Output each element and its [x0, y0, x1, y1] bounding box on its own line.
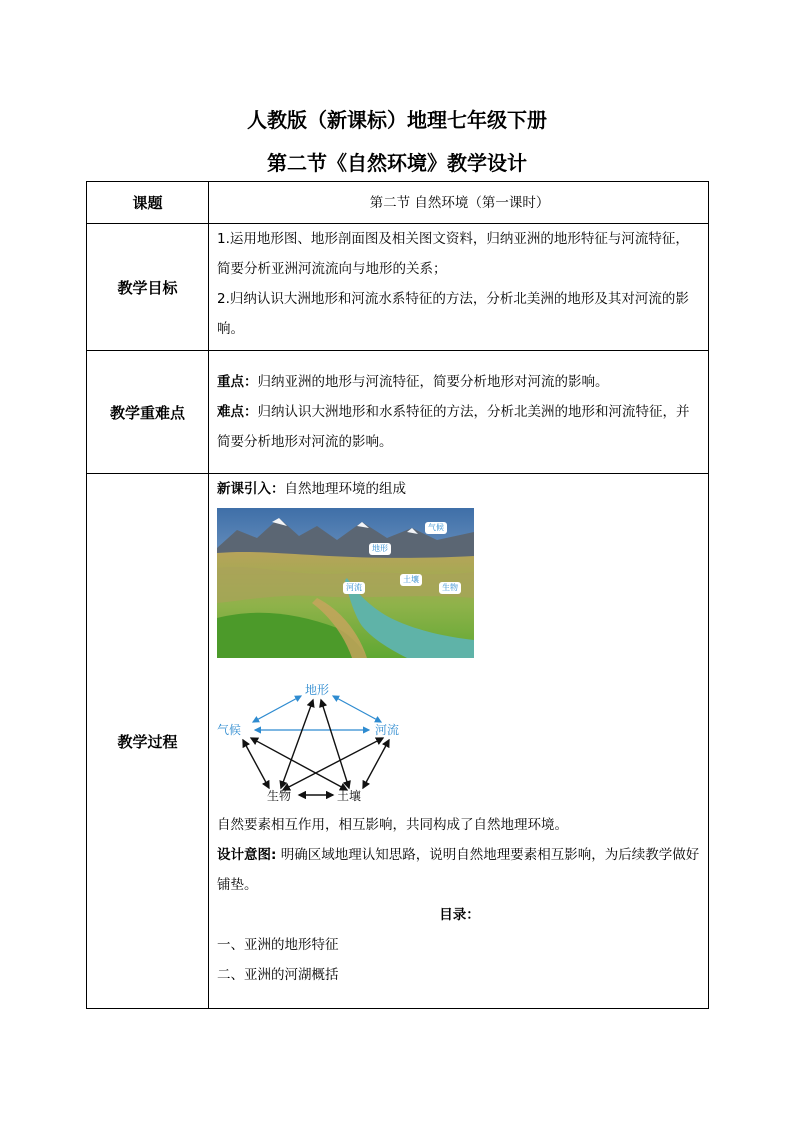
objective-item-1: 1.运用地形图、地形剖面图及相关图文资料，归纳亚洲的地形特征与河流特征，简要分析亚洲河流流向与地形的关系； — [217, 231, 689, 277]
objectives-label: 教学目标 — [87, 224, 209, 351]
edge-landform-river — [333, 696, 381, 722]
intro-text: 自然地理环境的组成 — [284, 481, 406, 497]
elements-diagram — [217, 682, 417, 804]
key-point — [217, 367, 702, 397]
objective-item-2: 2.归纳认识大洲地形和河流水系特征的方法，分析北美洲的地形及其对河流的影响。 — [217, 291, 689, 337]
intro-label: 新课引入： — [217, 481, 285, 497]
document-title: 人教版（新课标）地理七年级下册 — [247, 108, 547, 132]
edge-landform-climate — [253, 696, 301, 722]
key-points-content — [209, 351, 709, 474]
edge-landform-soil — [321, 700, 349, 788]
elements-diagram-svg — [217, 682, 417, 804]
intro-line — [217, 474, 702, 504]
toc-item-1: 一、亚洲的地形特征 — [217, 937, 339, 953]
edge-river-soil — [363, 740, 389, 788]
document-subtitle: 第二节《自然环境》教学设计 — [267, 151, 527, 175]
lesson-plan-table — [86, 181, 709, 1009]
tag-landform: 地形 — [369, 543, 391, 555]
table-row-objectives — [87, 224, 709, 351]
node-biology: 生物 — [267, 789, 292, 803]
table-row-topic — [87, 182, 709, 224]
node-soil: 土壤 — [337, 789, 362, 803]
difficulty-label: 难点： — [217, 404, 258, 420]
topic-label: 课题 — [87, 182, 209, 224]
summary-text: 自然要素相互作用，相互影响，共同构成了自然地理环境。 — [217, 817, 568, 833]
edge-climate-biology — [243, 740, 269, 788]
node-river: 河流 — [375, 723, 400, 737]
node-landform: 地形 — [304, 683, 330, 697]
landscape-photo — [217, 508, 474, 658]
tag-biology: 生物 — [439, 582, 461, 594]
objectives-content — [209, 224, 709, 351]
difficulty-point — [217, 397, 702, 457]
edge-landform-biology — [281, 700, 313, 788]
key-points-label: 教学重难点 — [87, 351, 209, 474]
table-row-key-points — [87, 351, 709, 474]
difficulty-text: 归纳认识大洲地形和水系特征的方法，分析北美洲的地形和河流特征，并简要分析地形对河流的影响。 — [217, 404, 690, 450]
key-point-label: 重点： — [217, 374, 258, 390]
toc-heading: 目录： — [439, 907, 480, 923]
tag-soil: 土壤 — [400, 574, 422, 586]
node-climate: 气候 — [217, 723, 242, 737]
process-label: 教学过程 — [87, 474, 209, 1009]
design-intent — [217, 840, 702, 900]
toc-item-2: 二、亚洲的河湖概括 — [217, 967, 339, 983]
design-intent-label: 设计意图: — [217, 847, 277, 863]
tag-river: 河流 — [343, 582, 365, 594]
tag-climate: 气候 — [425, 522, 447, 534]
process-content — [209, 474, 709, 1009]
table-row-process — [87, 474, 709, 1009]
design-intent-text: 明确区域地理认知思路，说明自然地理要素相互影响，为后续教学做好铺垫。 — [217, 847, 700, 893]
key-point-text: 归纳亚洲的地形与河流特征，简要分析地形对河流的影响。 — [257, 374, 609, 390]
topic-value: 第二节 自然环境（第一课时） — [209, 182, 709, 224]
